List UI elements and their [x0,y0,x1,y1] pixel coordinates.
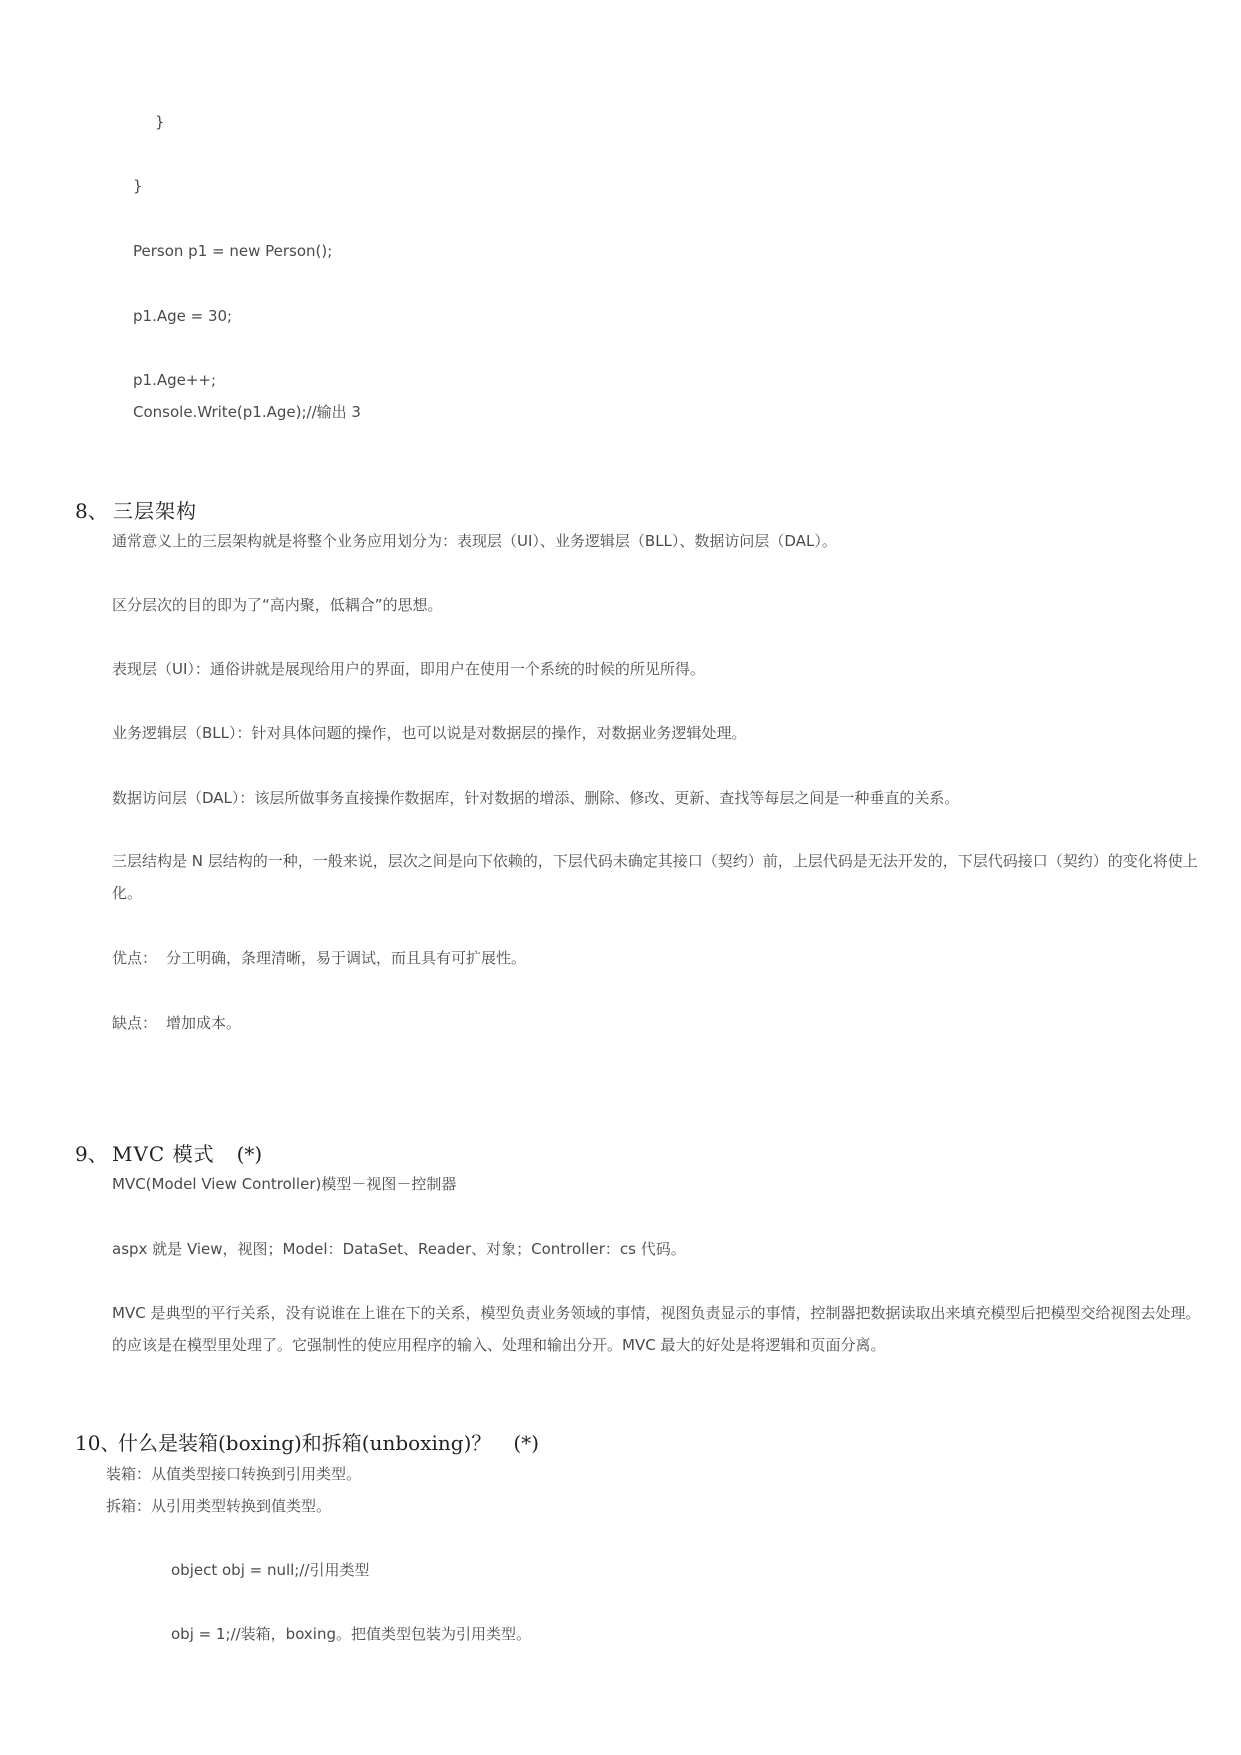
code-line-console-write: Console.Write(p1.Age);//输出 3 [133,403,361,421]
code-line-set-age: p1.Age = 30; [133,307,233,325]
section-9-number: 9、 [75,1142,108,1166]
section-8-paragraph-dependency-line-1: 三层结构是 N 层结构的一种，一般来说，层次之间是向下依赖的，下层代码未确定其接口（契约）前，上层代码是无法开发的，下层代码接口（契约）的变化将使上 [112,852,1198,870]
pros-text: 分工明确，条理清晰，易于调试，而且具有可扩展性。 [166,949,527,967]
section-10-title: 什么是装箱(boxing)和拆箱(unboxing)？ [118,1431,492,1455]
section-10-heading [75,1429,1235,1457]
section-10-code-line-boxing: obj = 1;//装箱，boxing。把值类型包装为引用类型。 [171,1625,531,1643]
code-line-new-person: Person p1 = new Person(); [133,242,333,260]
section-10-boxing-definition: 装箱：从值类型接口转换到引用类型。 [106,1465,362,1483]
section-8-paragraph-intro: 通常意义上的三层架构就是将整个业务应用划分为：表现层（UI）、业务逻辑层（BLL）、数据访问层（DAL）。 [112,532,837,550]
code-line-closing-brace-inner: } [155,113,165,131]
section-8-paragraph-dal-layer: 数据访问层（DAL）：该层所做事务直接操作数据库，针对数据的增添、删除、修改、更新、查找等每层之间是一种垂直的关系。 [112,789,960,807]
section-9-paragraph-relationship-line-2: 的应该是在模型里处理了。它强制性的使应用程序的输入、处理和输出分开。MVC 最大的好处是将逻辑和页面分离。 [112,1336,886,1354]
section-10-unboxing-definition: 拆箱：从引用类型转换到值类型。 [106,1497,332,1515]
section-8-pros [112,947,1235,969]
code-line-increment-age: p1.Age++; [133,371,217,389]
code-line-closing-brace-outer: } [133,177,143,195]
section-9-title: MVC 模式 [112,1142,215,1166]
section-8-paragraph-ui-layer: 表现层（UI）：通俗讲就是展现给用户的界面，即用户在使用一个系统的时候的所见所得。 [112,660,705,678]
section-8-number: 8、 [75,499,108,523]
section-9-importance-mark: (*) [236,1142,263,1166]
section-8-paragraph-dependency-line-2: 化。 [112,884,143,902]
section-9-paragraph-relationship-line-1: MVC 是典型的平行关系，没有说谁在上谁在下的关系，模型负责业务领域的事情，视图负责显示的事情，控制器把数据读取出来填充模型后把模型交给视图去处理。 [112,1304,1201,1322]
section-10-importance-mark: (*) [513,1431,539,1455]
section-8-cons [112,1012,1235,1034]
cons-label: 缺点： [112,1014,158,1032]
section-8-paragraph-bll-layer: 业务逻辑层（BLL）：针对具体问题的操作，也可以说是对数据层的操作，对数据业务逻辑处理。 [112,724,747,742]
section-9-heading [75,1140,1235,1168]
section-8-heading [75,497,1235,525]
section-10-number: 10、 [75,1431,121,1455]
pros-label: 优点： [112,949,158,967]
section-10-code-line-object: object obj = null;//引用类型 [171,1561,370,1579]
section-8-title: 三层架构 [113,499,197,523]
section-9-paragraph-aspx-mapping: aspx 就是 View，视图；Model：DataSet、Reader、对象；Controller：cs 代码。 [112,1240,686,1258]
section-8-paragraph-purpose: 区分层次的目的即为了“高内聚，低耦合”的思想。 [112,596,443,614]
cons-text: 增加成本。 [166,1014,242,1032]
section-9-paragraph-definition: MVC(Model View Controller)模型－视图－控制器 [112,1175,457,1193]
